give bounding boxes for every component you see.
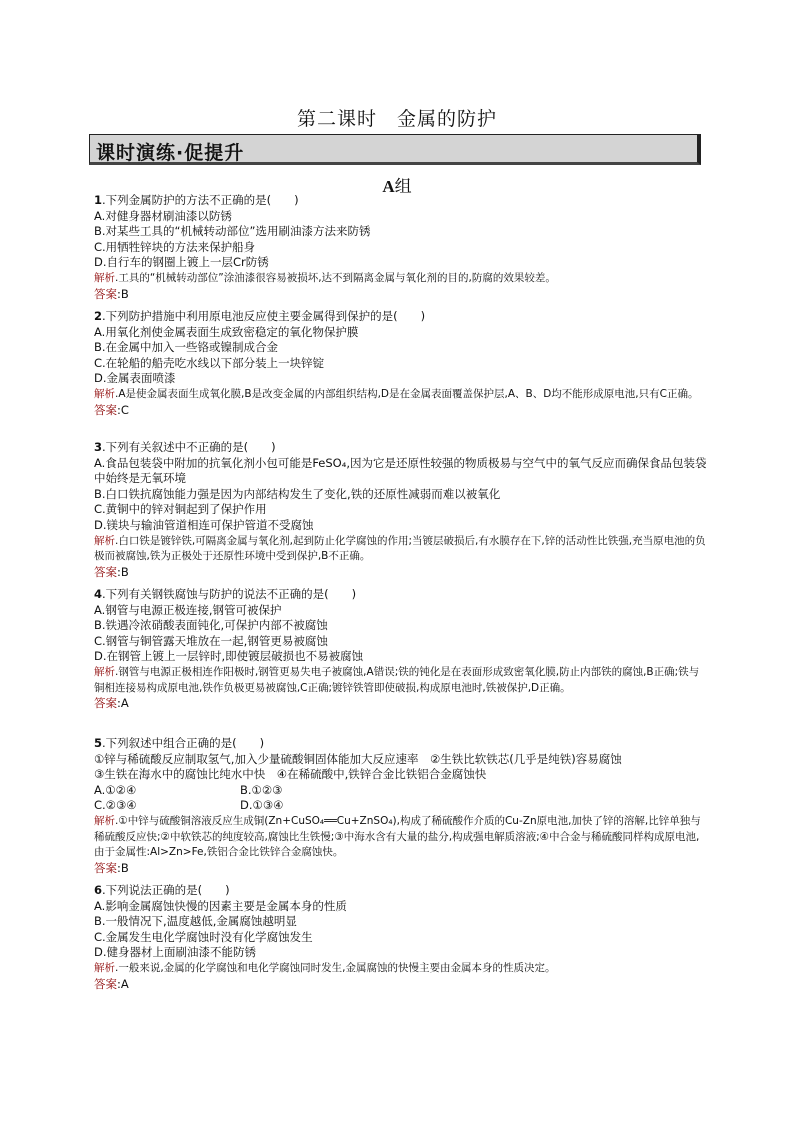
answer-label: 答案 [94,286,117,301]
option: A.①②④ [94,782,137,797]
analysis: 解析.工具的“机械转动部位”涂油漆很容易被损坏,达不到隔离金属与氧化剂的目的,防腐的效果较差。 [94,271,556,284]
question-stem [94,736,708,752]
answer: 答案:C [94,402,129,417]
question-text: .下列说法正确的是( ) [102,883,230,897]
question-stem [94,440,708,456]
answer-value: A [120,976,129,991]
analysis-label: 解析 [94,665,115,678]
option: D.自行车的钢圈上镀上一层Cr防锈 [94,255,269,270]
option: C.用牺牲锌块的方法来保护船身 [94,239,256,254]
question-6 [94,883,708,992]
group-label: 组 [394,177,412,197]
question-number: 3 [94,440,103,454]
analysis-label: 解析 [94,961,115,974]
question-5 [94,736,708,876]
option: A.钢管与电源正极连接,钢管可被保护 [94,602,282,617]
answer-label: 答案 [94,402,117,417]
statement: ①锌与稀硫酸反应制取氢气,加入少量硫酸铜固体能加大反应速率 ②生铁比软铁芯(几乎是纯铁)容易腐蚀 [94,751,622,766]
option: A.影响金属腐蚀快慢的因素主要是金属本身的性质 [94,898,347,913]
option: B.铁遇冷浓硝酸表面钝化,可保护内部不被腐蚀 [94,618,328,633]
section-header-title: 课时演练·促提升 [96,142,245,164]
analysis-text: 钢管与电源正极相连作阳极时,钢管更易失电子被腐蚀,A错误;铁的钝化是在表面形成致密氧化膜,防止内部铁的腐蚀,B正确;铁与铜相连接易构成原电池,铁作负极更易被腐蚀,C正确;镀锌铁管即使破损,构成原电池时,铁被保护,D正确。 [94,665,700,694]
analysis: 解析.①中锌与硫酸铜溶液反应生成铜(Zn+CuSO₄══Cu+ZnSO₄),构成了稀硫酸作介质的Cu-Zn原电池,加快了锌的溶解,比锌单独与稀硫酸反应快;②中软铁芯的纯度较高,腐蚀比生铁慢;③中海水含有大量的盐分,构成强电解质溶液;④中合金与稀硫酸同样构成原电池,由于金属性:Al>Zn>Fe,铁铝合金比铁锌合金腐蚀快。 [94,814,701,859]
question-4 [94,587,708,712]
option: B.一般情况下,温度越低,金属腐蚀越明显 [94,914,297,929]
analysis-label: 解析 [94,387,115,400]
option: C.钢管与铜管露天堆放在一起,钢管更易被腐蚀 [94,633,328,648]
analysis-text: ①中锌与硫酸铜溶液反应生成铜(Zn+CuSO₄══Cu+ZnSO₄),构成了稀硫酸作介质的Cu-Zn原电池,加快了锌的溶解,比锌单独与稀硫酸反应快;②中软铁芯的纯度较高,腐蚀比生铁慢;③中海水含有大量的盐分,构成强电解质溶液;④中合金与稀硫酸同样构成原电池,由于金属性:Al>Zn>Fe,铁铝合金比铁锌合金腐蚀快。 [94,814,701,859]
option: D.①③④ [240,798,284,813]
question-number: 1 [94,193,103,207]
question-number: 4 [94,587,103,601]
option-row [94,798,708,814]
option: B.白口铁抗腐蚀能力强是因为内部结构发生了变化,铁的还原性减弱而难以被氧化 [94,486,501,501]
answer-value: B [120,286,129,301]
option: C.在轮船的船壳吃水线以下部分装上一块锌锭 [94,355,325,370]
question-1 [94,193,708,302]
answer: 答案:A [94,976,129,991]
question-text: .下列有关叙述中不正确的是( ) [102,440,276,454]
analysis: 解析.白口铁是镀锌铁,可隔离金属与氧化剂,起到防止化学腐蚀的作用;当镀层破损后,有水膜存在下,锌的活动性比铁强,充当原电池的负极而被腐蚀,铁为正极处于还原性环境中受到保护,B不正确。 [94,534,706,563]
question-text: .下列防护措施中利用原电池反应使主要金属得到保护的是( ) [102,309,426,323]
answer: 答案:A [94,696,129,711]
analysis-label: 解析 [94,271,115,284]
question-text: .下列有关钢铁腐蚀与防护的说法不正确的是( ) [102,587,357,601]
analysis-text: 一般来说,金属的化学腐蚀和电化学腐蚀同时发生,金属腐蚀的快慢主要由金属本身的性质决定。 [118,961,556,974]
answer-value: B [120,564,129,579]
section-header-bar [89,134,701,165]
option-row [94,783,708,799]
analysis-text: 白口铁是镀锌铁,可隔离金属与氧化剂,起到防止化学腐蚀的作用;当镀层破损后,有水膜存在下,锌的活动性比铁强,充当原电池的负极而被腐蚀,铁为正极处于还原性环境中受到保护,B不正确。 [94,534,706,563]
option: A.对健身器材刷油漆以防锈 [94,208,232,223]
group-letter: A [382,177,395,196]
analysis: 解析.A是使金属表面生成氧化膜,B是改变金属的内部组织结构,D是在金属表面覆盖保护层,A、B、D均不能形成原电池,只有C正确。 [94,387,699,400]
question-2 [94,309,708,418]
option: A.用氧化剂使金属表面生成致密稳定的氧化物保护膜 [94,324,359,339]
question-stem [94,883,708,899]
answer-label: 答案 [94,860,117,875]
answer: 答案:B [94,286,129,301]
answer-value: A [120,696,129,711]
option: A.食品包装袋中附加的抗氧化剂小包可能是FeSO₄,因为它是还原性较强的物质极易与空气中的氧气反应而确保食品包装袋中始终是无氧环境 [94,455,707,486]
answer: 答案:B [94,860,129,875]
analysis-text: 工具的“机械转动部位”涂油漆很容易被损坏,达不到隔离金属与氧化剂的目的,防腐的效果较差。 [118,271,556,284]
question-text: .下列金属防护的方法不正确的是( ) [102,193,299,207]
option: D.金属表面喷漆 [94,371,176,386]
analysis: 解析.钢管与电源正极相连作阳极时,钢管更易失电子被腐蚀,A错误;铁的钝化是在表面形成致密氧化膜,防止内部铁的腐蚀,B正确;铁与铜相连接易构成原电池,铁作负极更易被腐蚀,C正确;镀锌铁管即使破损,构成原电池时,铁被保护,D正确。 [94,665,700,694]
question-number: 5 [94,736,103,750]
answer-label: 答案 [94,564,117,579]
question-number: 2 [94,309,103,323]
question-3 [94,440,708,580]
analysis: 解析.一般来说,金属的化学腐蚀和电化学腐蚀同时发生,金属腐蚀的快慢主要由金属本身的性质决定。 [94,961,556,974]
answer: 答案:B [94,564,129,579]
option: C.黄铜中的锌对铜起到了保护作用 [94,502,267,517]
answer-value: B [120,860,129,875]
answer-value: C [120,402,129,417]
option: B.①②③ [240,782,283,797]
option: C.②③④ [94,798,137,813]
question-text: .下列叙述中组合正确的是( ) [102,736,265,750]
question-number: 6 [94,883,103,897]
option: B.在金属中加入一些铬或镍制成合金 [94,340,279,355]
option: C.金属发生电化学腐蚀时没有化学腐蚀发生 [94,929,313,944]
page-title: 第二课时 金属的防护 [296,108,497,130]
answer-label: 答案 [94,696,117,711]
option: D.在钢管上镀上一层锌时,即使镀层破损也不易被腐蚀 [94,649,364,664]
analysis-label: 解析 [94,814,115,827]
question-stem [94,193,708,209]
option: D.镁块与输油管道相连可保护管道不受腐蚀 [94,517,314,532]
statement: ③生铁在海水中的腐蚀比纯水中快 ④在稀硫酸中,铁锌合金比铁铝合金腐蚀快 [94,767,487,782]
analysis-label: 解析 [94,534,115,547]
question-stem [94,587,708,603]
option: B.对某些工具的“机械转动部位”选用刷油漆方法来防锈 [94,224,371,239]
analysis-text: A是使金属表面生成氧化膜,B是改变金属的内部组织结构,D是在金属表面覆盖保护层,A、B、D均不能形成原电池,只有C正确。 [118,387,699,400]
option: D.健身器材上面刷油漆不能防锈 [94,945,257,960]
answer-label: 答案 [94,976,117,991]
question-stem [94,309,708,325]
